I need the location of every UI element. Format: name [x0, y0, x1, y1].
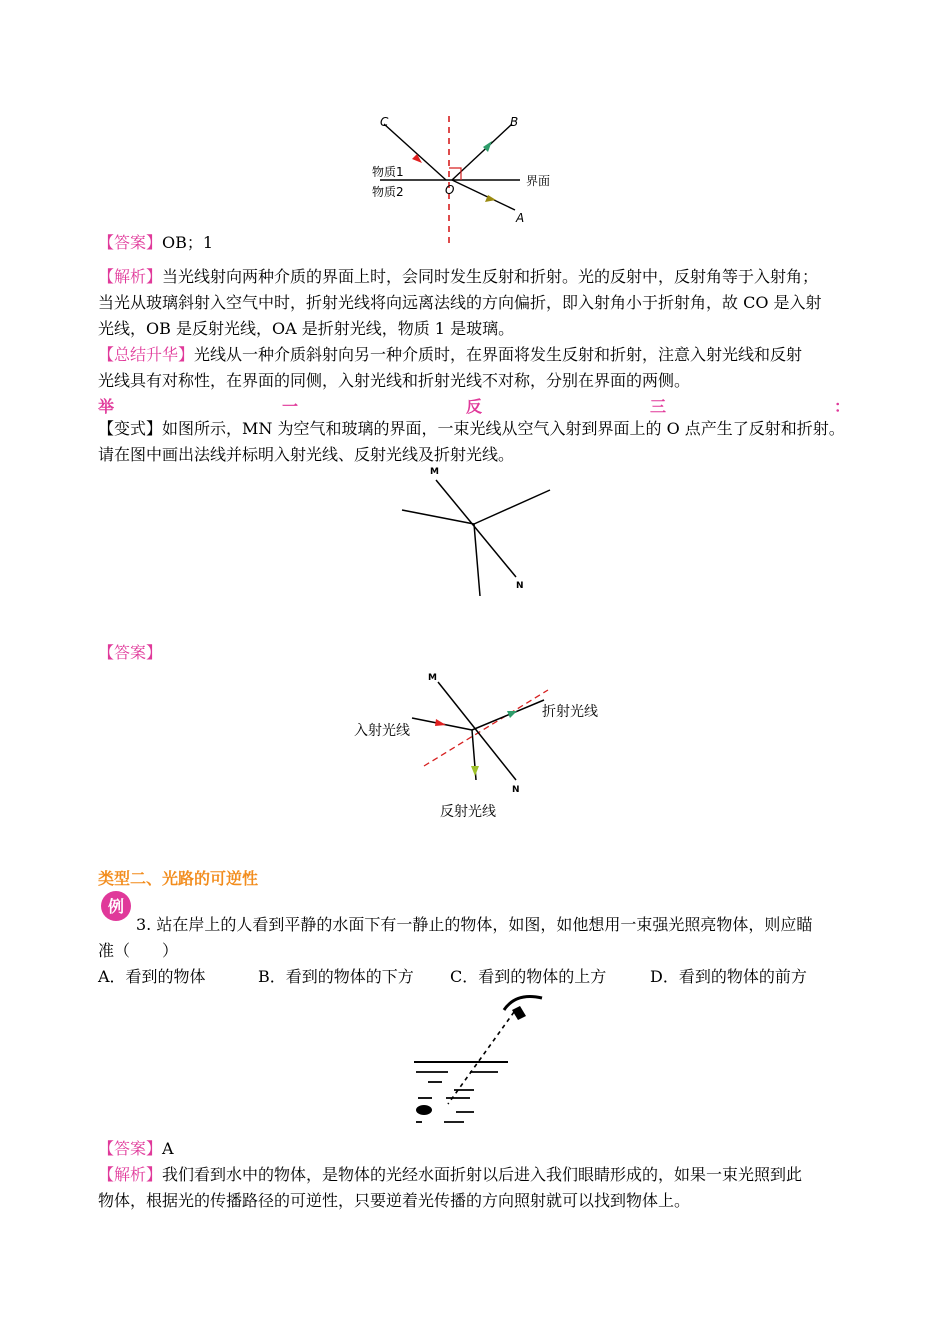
q3-analysis-tag: 【解析】: [98, 1165, 163, 1184]
label-medium-2: 物质2: [372, 185, 404, 199]
q3-answer-text: A: [162, 1139, 174, 1158]
variant-line-1: [98, 418, 868, 440]
q2-analysis-line-1: [98, 266, 868, 288]
summary-tag: 【总结升华】: [98, 345, 195, 364]
q3-line-1: 3. 站在岸上的人看到平静的水面下有一静止的物体，如图，如他想用一束强光照亮物体，则应瞄: [136, 915, 813, 934]
answer-text: OB；1: [162, 233, 214, 252]
q3-analysis-line-1: [98, 1164, 868, 1186]
normal-line: [424, 690, 548, 766]
underwater-object: [416, 1105, 432, 1115]
option-b: B．看到的物体的下方: [258, 967, 414, 986]
figure-variant-answer: [352, 668, 612, 824]
analysis-text: 当光线射向两种介质的界面上时，会同时发生反射和折射。光的反射中，反射角等于入射角；: [162, 267, 819, 286]
ju-yi-fan-san-heading: [98, 394, 850, 417]
figure-water-object: [408, 986, 558, 1136]
example-badge: [98, 888, 134, 924]
q3-answer-tag: 【答案】: [98, 1139, 163, 1158]
q3-answer: [98, 1138, 868, 1160]
q2-summary-line-1: [98, 344, 868, 366]
label-interface: 界面: [526, 174, 551, 188]
label-reflected: 反射光线: [440, 804, 496, 820]
label-M: M: [428, 673, 437, 683]
section-title: 类型二、光路的可逆性: [98, 869, 259, 888]
incident-arrow: [412, 154, 422, 163]
heading-char: ：: [833, 397, 850, 416]
heading-char: 一: [281, 397, 298, 416]
reflected-arrow: [471, 766, 479, 776]
summary-text: 光线从一种介质斜射向另一种介质时，在界面将发生反射和折射，注意入射光线和反射: [194, 345, 803, 364]
observer-head: [504, 997, 542, 1011]
option-d: D．看到的物体的前方: [650, 967, 807, 986]
label-medium-1: 物质1: [372, 165, 404, 179]
q3-analysis-text: 我们看到水中的物体，是物体的光经水面折射以后进入我们眼睛形成的，如果一束光照到此: [162, 1165, 803, 1184]
q2-answer: [98, 232, 868, 254]
label-C: C: [380, 115, 389, 129]
variant-line-2: 请在图中画出法线并标明入射光线、反射光线及折射光线。: [98, 445, 515, 464]
label-N: N: [512, 785, 520, 795]
variant-answer-line: [98, 642, 868, 664]
ray-down: [474, 524, 480, 596]
ray-right: [474, 490, 550, 524]
refracted-ray-OA: [452, 180, 515, 210]
variant-text: 如图所示，MN 为空气和玻璃的界面，一束光线从空气入射到界面上的 O 点产生了反射和折射。: [162, 419, 845, 438]
label-B: B: [510, 115, 519, 129]
heading-char: 反: [465, 397, 482, 416]
variant-answer-tag: 【答案】: [98, 643, 163, 662]
q3-analysis-line-2: 物体，根据光的传播路径的可逆性，只要逆着光传播的方向照射就可以找到物体上。: [98, 1191, 691, 1210]
analysis-tag: 【解析】: [98, 267, 163, 286]
interface-MN: [436, 480, 516, 577]
option-a: A．看到的物体: [98, 967, 206, 986]
label-N: N: [516, 581, 524, 591]
refracted-ray: [472, 700, 544, 730]
answer-tag: 【答案】: [98, 233, 163, 252]
label-O: O: [445, 183, 455, 197]
q2-analysis-line-3: 光线，OB 是反射光线，OA 是折射光线，物质 1 是玻璃。: [98, 319, 515, 338]
q3-line-2: 准（ ）: [98, 941, 179, 960]
incident-arrow: [435, 719, 446, 726]
interface-MN: [438, 682, 516, 780]
heading-char: 举: [98, 397, 115, 416]
label-incident: 入射光线: [354, 723, 410, 739]
variant-tag: 【变式】: [98, 419, 163, 438]
example-badge-text: 例: [108, 897, 125, 916]
refracted-arrow: [507, 711, 517, 718]
label-A: A: [516, 211, 525, 225]
heading-char: 三: [649, 397, 666, 416]
label-refracted: 折射光线: [542, 704, 598, 720]
figure-variant-mn: [396, 462, 556, 602]
q2-analysis-line-2: 当光从玻璃斜射入空气中时，折射光线将向远离法线的方向偏折，即入射角小于折射角，故 CO 是入射: [98, 293, 822, 312]
option-c: C．看到的物体的上方: [450, 967, 607, 986]
figure-reflection-refraction: [360, 110, 570, 250]
label-M: M: [430, 467, 439, 477]
q2-summary-line-2: 光线具有对称性，在界面的同侧，入射光线和折射光线不对称，分别在界面的两侧。: [98, 371, 691, 390]
